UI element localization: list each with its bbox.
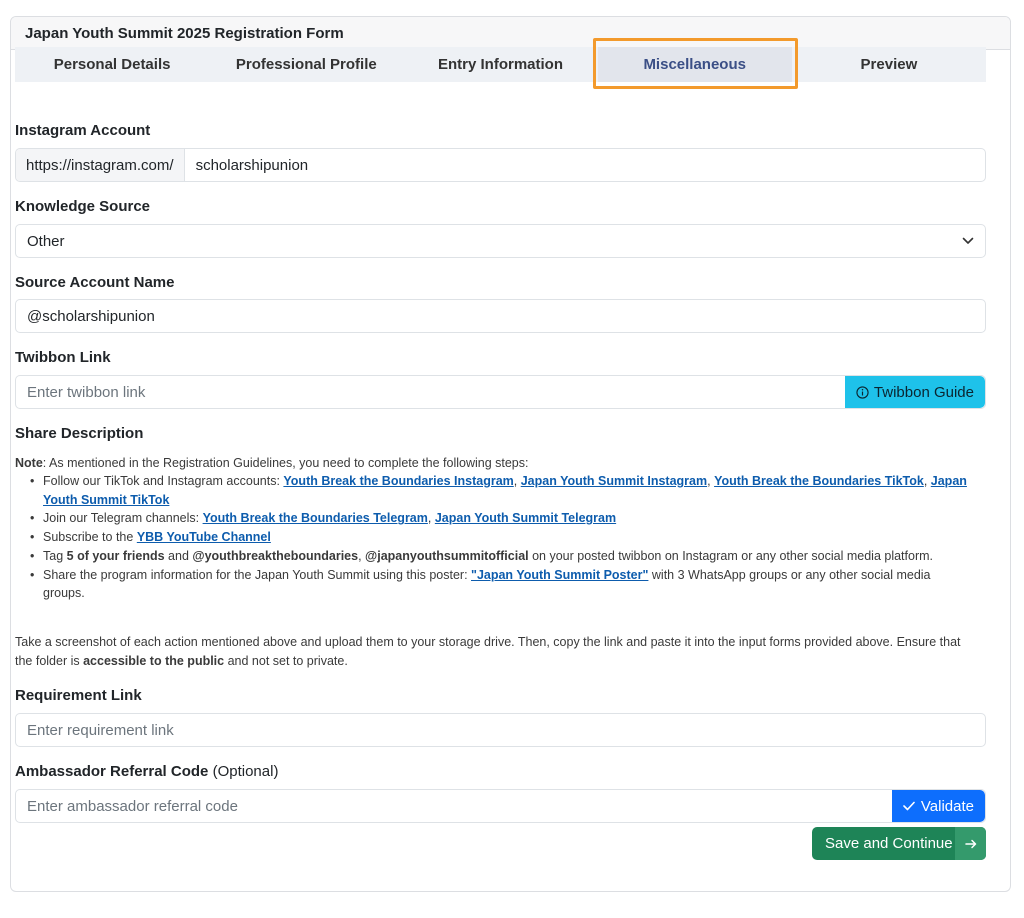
list-item: • Share the program information for the Japan Youth Summit using this poster: "Japan Youth Summit Poster" with 3 WhatsApp groups or any other social media groups. xyxy=(30,566,970,603)
form-title: Japan Youth Summit 2025 Registration Form xyxy=(11,17,1010,50)
twibbon-guide-label: Twibbon Guide xyxy=(873,383,974,401)
info-icon xyxy=(856,386,869,399)
source-account-input[interactable] xyxy=(15,299,986,333)
tab-personal-details[interactable]: Personal Details xyxy=(53,56,171,73)
list-item: • Join our Telegram channels: Youth Break the Boundaries Telegram, Japan Youth Summit Telegram xyxy=(30,509,970,528)
link-jys-telegram[interactable]: Japan Youth Summit Telegram xyxy=(434,511,617,526)
requirement-placeholder: Enter requirement link xyxy=(27,721,174,739)
source-account-label: Source Account Name xyxy=(15,274,175,291)
list-item: • Tag 5 of your friends and @youthbreaktheboundaries, @japanyouthsummitofficial on your posted twibbon on Instagram or any other social media platform. xyxy=(30,547,970,566)
twibbon-guide-button[interactable] xyxy=(845,376,985,408)
link-jys-tiktok[interactable]: Japan Youth Summit TikTok xyxy=(43,474,967,507)
referral-input-group xyxy=(15,789,986,823)
requirement-input[interactable] xyxy=(15,713,986,747)
instagram-prefix: https://instagram.com/ xyxy=(16,149,185,181)
check-icon xyxy=(903,801,915,811)
save-label: Save and Continue xyxy=(825,835,953,852)
tab-entry-information[interactable]: Entry Information xyxy=(438,56,564,73)
link-ybb-telegram[interactable]: Youth Break the Boundaries Telegram xyxy=(202,511,428,526)
link-jys-instagram[interactable]: Japan Youth Summit Instagram xyxy=(520,474,708,488)
chevron-down-icon xyxy=(951,237,985,245)
tab-professional-profile[interactable]: Professional Profile xyxy=(235,56,377,73)
save-and-continue-button[interactable] xyxy=(812,827,986,860)
knowledge-source-select[interactable] xyxy=(15,224,986,258)
twibbon-input-group xyxy=(15,375,986,409)
instagram-label: Instagram Account xyxy=(15,122,151,139)
knowledge-source-label: Knowledge Source xyxy=(15,198,151,215)
link-jys-poster[interactable]: "Japan Youth Summit Poster" xyxy=(471,567,649,582)
knowledge-source-value: Other xyxy=(27,232,65,250)
instagram-input-group xyxy=(15,148,986,182)
twibbon-label: Twibbon Link xyxy=(15,349,111,366)
arrow-right-icon xyxy=(955,827,986,860)
tab-preview[interactable]: Preview xyxy=(860,56,918,73)
screenshot-instructions: Take a screenshot of each action mentioned above and upload them to your storage drive. Then, copy the link and paste it into the input forms provided above. Ensure that the folder is accessible to the public and not set to private. xyxy=(15,635,961,668)
source-account-value: @scholarshipunion xyxy=(27,307,155,325)
validate-label: Validate xyxy=(920,797,974,815)
list-item: • Subscribe to the YBB YouTube Channel xyxy=(30,528,970,547)
referral-input[interactable]: Enter ambassador referral code xyxy=(27,797,238,815)
tab-bar xyxy=(15,47,986,82)
list-item: • Follow our TikTok and Instagram accounts: Youth Break the Boundaries Instagram, Japan Youth Summit Instagram, Youth Break the Boundaries TikTok, Japan Youth Summit TikTok xyxy=(30,472,970,509)
twibbon-input[interactable]: Enter twibbon link xyxy=(27,383,146,401)
share-steps-list xyxy=(30,472,970,603)
link-ybb-tiktok[interactable]: Youth Break the Boundaries TikTok xyxy=(714,474,924,488)
link-ybb-instagram[interactable]: Youth Break the Boundaries Instagram xyxy=(283,474,514,488)
share-note: Note: As mentioned in the Registration Guidelines, you need to complete the following steps: xyxy=(15,456,529,470)
tab-miscellaneous[interactable]: Miscellaneous xyxy=(598,47,792,82)
requirement-label: Requirement Link xyxy=(15,687,142,704)
referral-label: Ambassador Referral Code (Optional) xyxy=(15,763,279,780)
link-ybb-youtube[interactable]: YBB YouTube Channel xyxy=(136,530,271,545)
instagram-input[interactable]: scholarshipunion xyxy=(195,156,309,174)
validate-button[interactable] xyxy=(892,790,985,822)
share-description-label: Share Description xyxy=(15,425,144,442)
